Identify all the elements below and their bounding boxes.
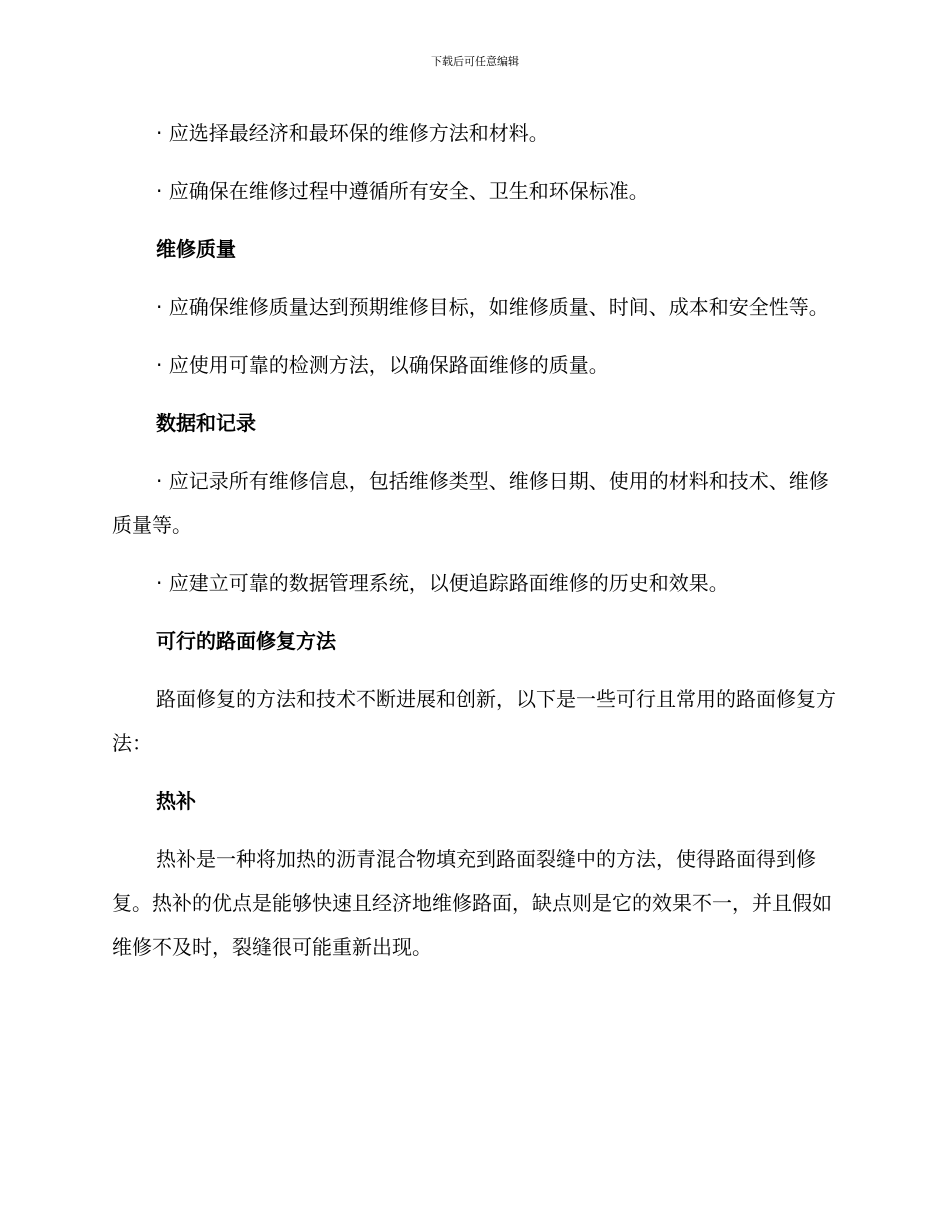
body-paragraph: 路面修复的方法和技术不断进展和创新，以下是一些可行且常用的路面修复方法： xyxy=(112,687,836,755)
section-heading: 维修质量 xyxy=(156,237,236,261)
bullet-item: · 应建立可靠的数据管理系统，以便追踪路面维修的历史和效果。 xyxy=(156,571,729,595)
document-body xyxy=(112,111,838,983)
section-heading: 数据和记录 xyxy=(156,411,256,435)
section-heading: 热补 xyxy=(156,789,196,813)
bullet-item: · 应记录所有维修信息，包括维修类型、维修日期、使用的材料和技术、维修质量等。 xyxy=(112,469,829,537)
bullet-item: · 应确保在维修过程中遵循所有安全、卫生和环保标准。 xyxy=(156,179,649,203)
bullet-item: · 应确保维修质量达到预期维修目标，如维修质量、时间、成本和安全性等。 xyxy=(156,295,829,319)
section-heading: 可行的路面修复方法 xyxy=(156,629,336,653)
bullet-item: · 应选择最经济和最环保的维修方法和材料。 xyxy=(156,121,549,145)
page-header: 下载后可任意编辑 xyxy=(431,55,519,68)
bullet-item: · 应使用可靠的检测方法，以确保路面维修的质量。 xyxy=(156,353,609,377)
body-paragraph: 热补是一种将加热的沥青混合物填充到路面裂缝中的方法，使得路面得到修复。热补的优点是能够快速且经济地维修路面，缺点则是它的效果不一，并且假如维修不及时，裂缝很可能重新出现。 xyxy=(112,847,832,959)
